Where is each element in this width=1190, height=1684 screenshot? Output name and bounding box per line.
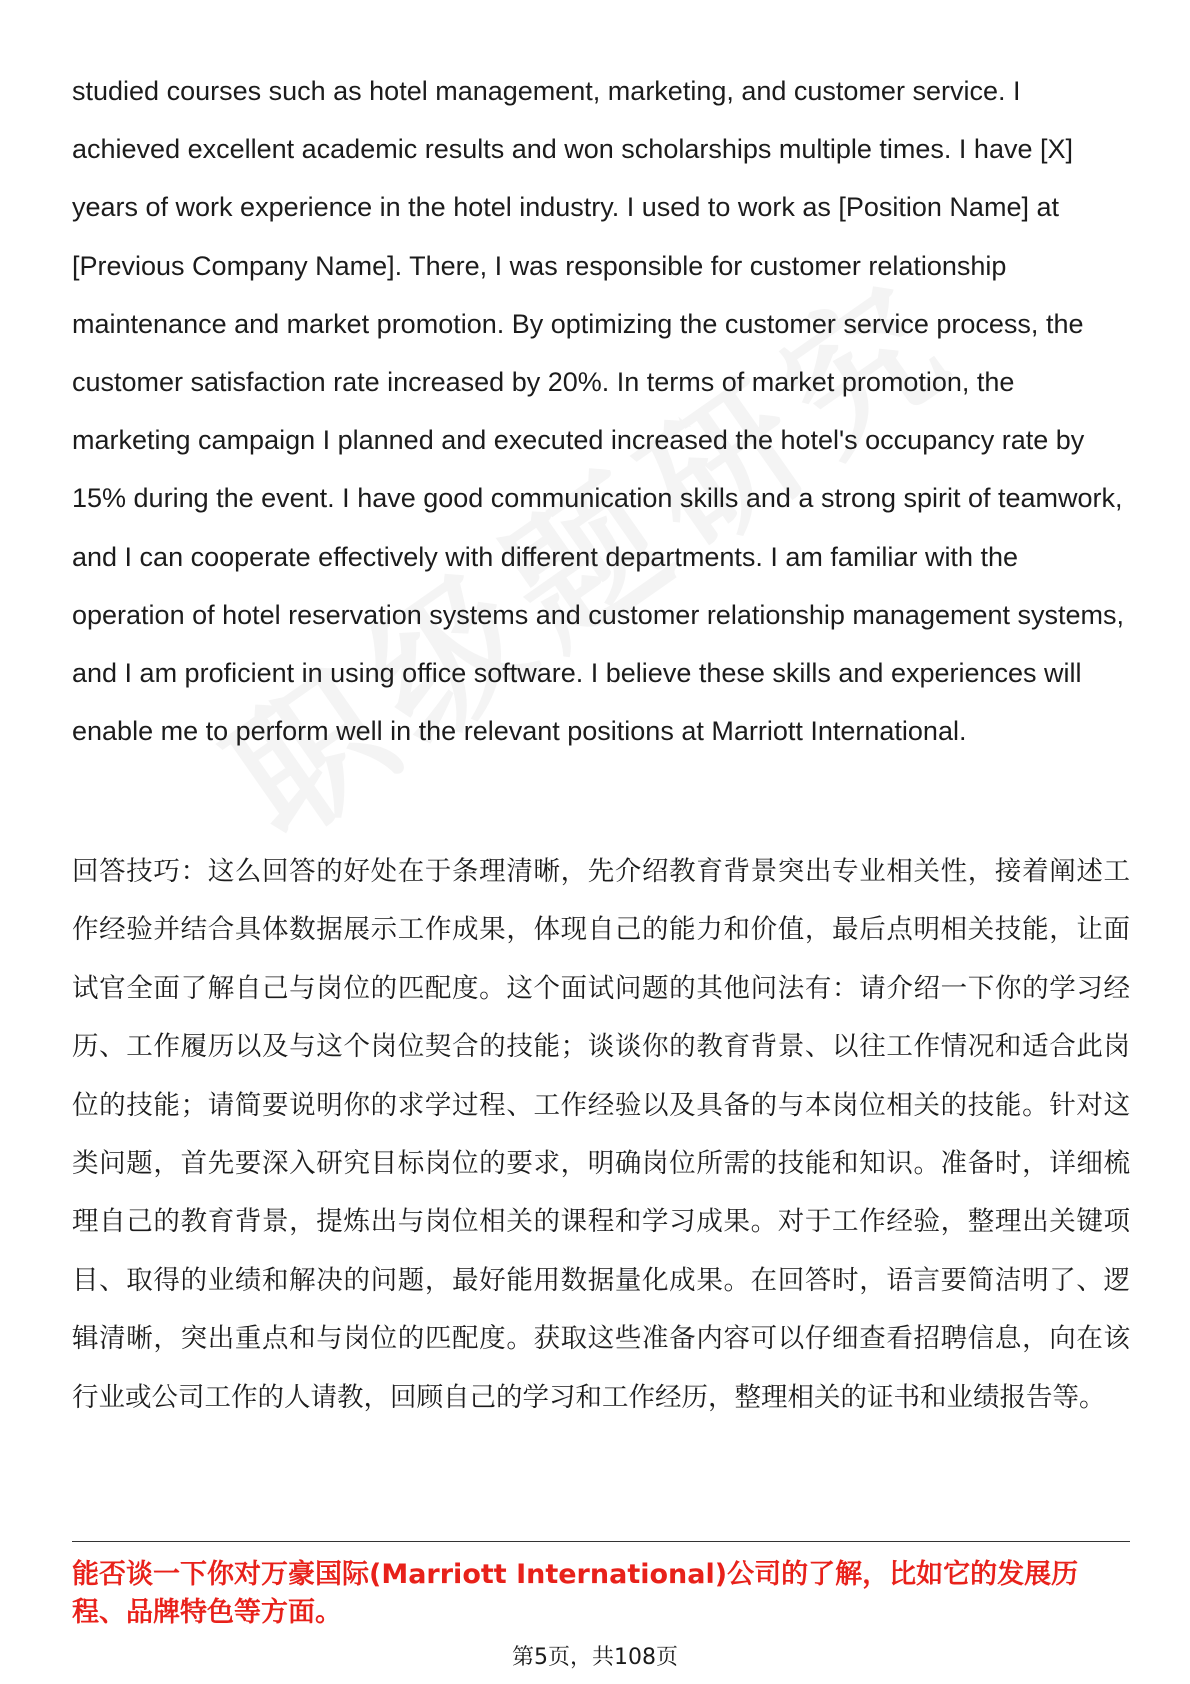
section-divider xyxy=(72,1541,1130,1542)
tips-paragraph: 回答技巧：这么回答的好处在于条理清晰，先介绍教育背景突出专业相关性，接着阐述工作经验并结合具体数据展示工作成果，体现自己的能力和价值，最后点明相关技能，让面试官全面了解自己与岗位的匹配度。这个面试问题的其他问法有：请介绍一下你的学习经历、工作履历以及与这个岗位契合的技能；谈谈你的教育背景、以往工作情况和适合此岗位的技能；请简要说明你的求学过程、工作经验以及具备的与本岗位相关的技能。针对这类问题，首先要深入研究目标岗位的要求，明确岗位所需的技能和知识。准备时，详细梳理自己的教育背景，提炼出与岗位相关的课程和学习成果。对于工作经验，整理出关键项目、取得的业绩和解决的问题，最好能用数据量化成果。在回答时，语言要简洁明了、逻辑清晰，突出重点和与岗位的匹配度。获取这些准备内容可以仔细查看招聘信息，向在该行业或公司工作的人请教，回顾自己的学习和工作经历，整理相关的证书和业绩报告等。 xyxy=(72,856,1130,1413)
answer-paragraph: studied courses such as hotel management, marketing, and customer service. I achieved excellent academic results and won scholarships multiple times. I have [X] years of work experience in the hotel industry. I used to work as [Position Name] at [Previous Company Name]. There, I was responsible for customer relationship maintenance and market promotion. By optimizing the customer service process, the customer satisfaction rate increased by 20%. In terms of market promotion, the marketing campaign I planned and executed increased the hotel's occupancy rate by 15% during the event. I have good communication skills and a strong spirit of teamwork, and I can cooperate effectively with different departments. I am familiar with the operation of hotel reservation systems and customer relationship management systems, and I am proficient in using office software. I believe these skills and experiences will enable me to perform well in the relevant positions at Marriott International. xyxy=(72,76,1125,747)
next-question-heading: 能否谈一下你对万豪国际(Marriott International)公司的了解，比如它的发展历程、品牌特色等方面。 xyxy=(72,1559,1079,1628)
page-number: 第5页，共108页 xyxy=(512,1645,678,1670)
